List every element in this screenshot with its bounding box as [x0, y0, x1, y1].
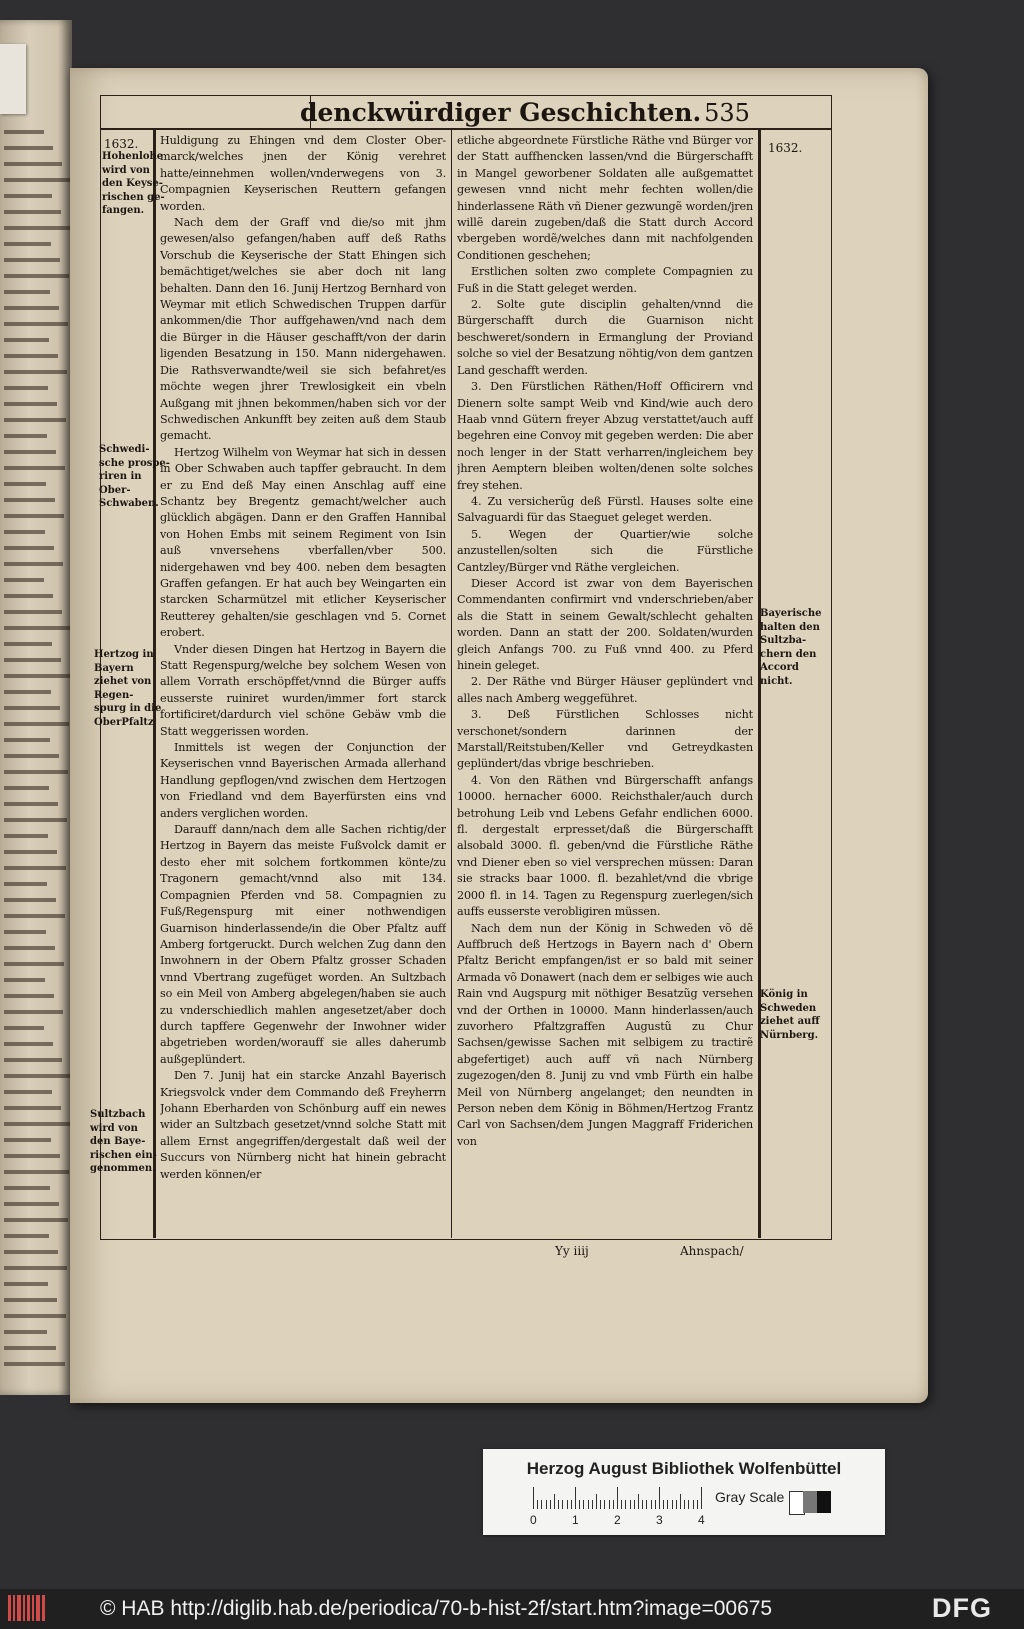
- gray-scale-label: Gray Scale: [715, 1489, 785, 1505]
- ruler-tick: [546, 1500, 547, 1509]
- previous-page-text-line: [4, 834, 48, 838]
- ruler-tick: [701, 1487, 702, 1509]
- previous-page-text-line: [4, 130, 44, 134]
- previous-page-text-line: [4, 866, 66, 870]
- previous-page-text-line: [4, 1026, 44, 1030]
- previous-page-text-line: [4, 1074, 71, 1078]
- previous-page-text-line: [4, 690, 51, 694]
- previous-page-text-line: [4, 674, 70, 678]
- previous-page-text-line: [4, 338, 49, 342]
- previous-page-text-line: [4, 290, 50, 294]
- year-right: 1632.: [768, 141, 803, 155]
- previous-page-text-line: [4, 562, 63, 566]
- previous-page-text-line: [4, 194, 52, 198]
- paragraph: 2. Der Räthe vnd Bürger Häuser geplündert vnd alles nach Amberg weggeführet.: [457, 675, 753, 705]
- text-column-left: [160, 133, 446, 1231]
- previous-page-text-line: [4, 706, 60, 710]
- previous-page-text-line: [4, 146, 53, 150]
- paragraph: 3. Den Fürstlichen Räthen/Hoff Officirern vnd Dienern solte sampt Weib vnd Kind/wie auch dero Haab vnnd Gütern freyer Abzug verstattet/auch auff begehren eine Convoy mit gegeben werden: Die aber noch lenger in der Statt verharren/ingleichem bey jhren Aemptern bleiben wolten/denen solte solches frey stehen.: [457, 380, 753, 492]
- previous-page-text-line: [4, 434, 47, 438]
- previous-page-text-line: [4, 1314, 66, 1318]
- previous-page-text-line: [4, 898, 56, 902]
- previous-page-text-line: [4, 1106, 61, 1110]
- paragraph: 4. Von den Räthen vnd Bürgerschafft anfangs 10000. hernacher 6000. Reichsthaler/auch durch betrohung Leib vnd Lebens Gefahr endlichen 6000. fl. dergestalt erpresset/daß die Bürgerschafft alsobald 3000. fl. geben/vnd die Fürstliche Räthe vnd Diener eben so viel versprechen müssen: Daran sie stracks baar 1000. fl. bezahlet/vnd die vbrige 2000 fl. in 14. Tagen zu Regenspurg zuerlegen/sich auffs eusserste verobligiren müssen.: [457, 773, 753, 919]
- ruler-tick: [592, 1500, 593, 1509]
- ruler-tick: [567, 1500, 568, 1509]
- previous-page-text-line: [4, 546, 54, 550]
- previous-page-text-line: [4, 226, 70, 230]
- paragraph: 5. Wegen der Quartier/wie solche anzustellen/solten sich die Fürstliche Cantzley/Bürger vnd Räthe vergleichen.: [457, 527, 753, 574]
- previous-page-text-line: [4, 722, 69, 726]
- previous-page-text-line: [4, 1250, 58, 1254]
- ruler-tick: [571, 1500, 572, 1509]
- previous-page-text-line: [4, 1138, 51, 1142]
- ruler-tick: [550, 1500, 551, 1509]
- measurement-ruler: [533, 1487, 703, 1509]
- ruler-tick: [575, 1487, 576, 1509]
- previous-page-text-line: [4, 1266, 67, 1270]
- previous-page-text-line: [4, 1122, 70, 1126]
- previous-page-text-line: [4, 978, 45, 982]
- previous-page-text-line: [4, 258, 60, 262]
- previous-page-text-line: [4, 1346, 56, 1350]
- previous-page-text-line: [4, 178, 71, 182]
- previous-page-text-line: [4, 1234, 49, 1238]
- previous-page-text-line: [4, 610, 62, 614]
- previous-page-text-line: [4, 514, 64, 518]
- paragraph: Huldigung zu Ehingen vnd dem Closter Ober-marck/welches jnen der König verehret hatte/einnehmen wollen/vnderwegens von 3. Compagnien Keyserischen Reuttern gefangen worden.: [160, 134, 446, 213]
- previous-page-text-line: [4, 466, 65, 470]
- paragraph: Nach dem nun der König in Schweden võ dẽ Auffbruch deß Hertzogs in Bayern nach d' Obern Pfaltz Bericht empfangen/ist er so bald mit seiner Armada võ Donawert (nach dem er selbiges wie auch Rain vnd Augspurg mit nöthiger Besatzũg versehen vnd der Orthen in 10000. Mann hinderlassen/auch zuvorhero Pfaltzgraffen Augustũ zu Chur Sachsen/gewisse Sachen mit selbigem zu tractirẽ abgefertiget) auch auff vñ nach Nürnberg zugezogen/den 8. Junij zu vnd vmb Fürth ein halbe Meil von Nürnberg angelanget; den neundten in Person neben dem König in Böhmen/Hertzog Frantz Carl von Sachsen/dem Jungen Maggraff Friderichen von: [457, 921, 753, 1148]
- ruler-tick: [596, 1494, 597, 1509]
- library-color-card: [483, 1449, 885, 1535]
- paragraph: etliche abgeordnete Fürstliche Räthe vnd Bürger vor der Statt auffhencken lassen/vnd die Bürgerschafft in Mangel geworbener Soldaten alle außgemattet gewesen vnnd nicht mehr fechten wollen/die hinderlassene Räth vñ Diener gezwungẽ worden/jren willẽ darein zugeben/daß die Statt durch Accord vbergeben wordẽ/welches dann mit nachfolgenden Conditionen geschehen;: [457, 134, 753, 262]
- ruler-label: 1: [572, 1513, 579, 1527]
- previous-page-text-line: [4, 274, 69, 278]
- margin-note-bayerische-accord: Bayerische halten den Sultzba- chern den Accord nicht.: [760, 608, 822, 687]
- previous-page-text-line: [4, 1170, 69, 1174]
- paragraph: 2. Solte gute disciplin gehalten/vnnd die Bürgerschafft durch die Guarnison nicht beschweret/sondern in Ermanglung der Proviand solche so viel der Besatzung nöhtig/von dem gantzen Land geschafft werden.: [457, 298, 753, 377]
- previous-page-text-line: [4, 738, 50, 742]
- barcode-icon: [8, 1595, 46, 1621]
- previous-page-text-line: [4, 418, 66, 422]
- paragraph: Den 7. Junij hat ein starcke Anzahl Bayerisch Kriegsvolck vnder dem Commando deß Freyherrn Johann Eberharden von Schönburg auff ein newes wider an Sultzbach gesetzet/vnnd solche Statt mit allem Ernst angegriffen/dergestalt daß weil der Succurs von Nürnberg nicht hat hinein gebracht werden können/er: [160, 1069, 446, 1181]
- ruler-tick: [646, 1500, 647, 1509]
- previous-page-text-line: [4, 962, 64, 966]
- paragraph: Vnder diesen Dingen hat Hertzog in Bayern die Statt Regenspurg/welche bey solchem Wesen von allem Vorrath erschöpffet/vnnd die Bürger auffs eusserste ruiniret wurden/immer fort starck fortificiret/dardurch viel schöne Gebäw vmb die Statt weggerissen worden.: [160, 642, 446, 738]
- ruler-tick: [693, 1500, 694, 1509]
- gray-swatch-mid: [803, 1491, 817, 1513]
- ruler-tick: [617, 1487, 618, 1509]
- previous-page-text-line: [4, 1362, 65, 1366]
- paragraph: Darauff dann/nach dem alle Sachen richtig/der Hertzog in Bayern das meiste Fußvolck damit er desto eher mit solchem fortkommen könte/zu Tragonern gemacht/vnnd also mit 134. Compagnien Pferden vnd 58. Compagnien zu Fuß/Regenspurg mit einer nothwendigen Guarnison hinderlassende/in die Ober Pfaltz auff Amberg fortgeruckt. Durch welchen Zug dann den Inwohnern in der Obern Pfaltz grosser Schaden vnnd Vbertrang zugefüget worden. An Sultzbach so ein Meil von Amberg abgelegen/haben sie auch zu vnderschiedlich mahlen angesetzet/aber doch durch tapffere Gegenwehr der Inwohner wider abgetrieben worden/worauff sie alles daherumb außgeplündert.: [160, 823, 446, 1066]
- ruler-tick: [583, 1500, 584, 1509]
- ruler-tick: [541, 1500, 542, 1509]
- previous-page-text-line: [4, 594, 53, 598]
- page-number: 535: [704, 99, 750, 127]
- previous-page-text-line: [4, 1090, 52, 1094]
- previous-page-text-line: [4, 1218, 68, 1222]
- paragraph: 4. Zu versicherũg deß Fürstl. Hauses solte eine Salvaguardi für das Staeguet geleget werden.: [457, 494, 753, 525]
- previous-page-text-line: [4, 1202, 59, 1206]
- previous-page-text-line: [4, 386, 48, 390]
- running-head: denckwürdiger Geschichten.: [300, 98, 702, 127]
- ruler-tick: [630, 1500, 631, 1509]
- ruler-tick: [659, 1487, 660, 1509]
- previous-page-text-line: [4, 786, 49, 790]
- previous-page-text-line: [4, 1282, 48, 1286]
- ruler-label: 0: [530, 1513, 537, 1527]
- ruler-tick: [676, 1500, 677, 1509]
- ruler-tick: [634, 1500, 635, 1509]
- margin-note-koenig-schweden: König in Schweden ziehet auff Nürnberg.: [760, 989, 820, 1041]
- previous-page-text-line: [4, 914, 65, 918]
- previous-page-text-line: [4, 482, 46, 486]
- previous-page-text-line: [4, 1186, 50, 1190]
- ruler-tick: [533, 1487, 534, 1509]
- previous-page-text-line: [4, 1042, 53, 1046]
- previous-page-text-line: [4, 946, 55, 950]
- paragraph: Dieser Accord ist zwar von dem Bayerischen Commendanten confirmirt vnd vnderschrieben/aber als die Statt in seinem Gewalt/schlecht gehalten worden. Dann an statt der 200. Soldaten/wurden gleich Anfangs 700. zu Fuß vnnd 400. zu Pferd hinein geleget.: [457, 576, 753, 672]
- paragraph: Hertzog Wilhelm von Weymar hat sich in dessen in Ober Schwaben auch tapffer gebraucht. In dem er zu End deß May einen Anschlag auff eine Schantz bey Bregentz gemacht/welcher auch glücklich abgägen. Dann er den Graffen Hannibal von Hohen Embs mit seinem Regiment von Isin auß vnversehens vberfallen/vber 500. nidergehawen vnd bey 400. neben dem besagten Graffen gefangen. Er hat auch bey Weingarten ein starcken Scharmützel mit etlicher Keyserischer Reutterey gehalten/sie geschlagen vnd 5. Cornet erobert.: [160, 445, 446, 640]
- gray-swatch-black: [817, 1491, 831, 1513]
- margin-note-hertzog-bayern: Hertzog in Bayern ziehet von Regen- spurg in die OberPfaltz: [94, 649, 162, 728]
- previous-page-text-line: [4, 994, 54, 998]
- previous-page-text-line: [4, 242, 51, 246]
- previous-page-text-line: [4, 1298, 57, 1302]
- previous-page-text-line: [4, 658, 61, 662]
- previous-page-text-line: [4, 322, 68, 326]
- catchword: Ahnspach/: [680, 1244, 744, 1258]
- previous-page-text-line: [4, 354, 58, 358]
- copyright-url: © HAB http://diglib.hab.de/periodica/70-b-hist-2f/start.htm?image=00675: [100, 1597, 773, 1620]
- previous-page-text-line: [4, 1058, 62, 1062]
- previous-page-text-line: [4, 754, 59, 758]
- ruler-tick: [600, 1500, 601, 1509]
- previous-page-text-line: [4, 1154, 60, 1158]
- ruler-tick: [554, 1494, 555, 1509]
- previous-page-text-line: [4, 498, 55, 502]
- previous-page-text-line: [4, 530, 45, 534]
- ruler-tick: [537, 1500, 538, 1509]
- previous-page-text-line: [4, 1330, 47, 1334]
- ruler-tick: [579, 1500, 580, 1509]
- previous-page-text-line: [4, 450, 56, 454]
- ruler-tick: [562, 1500, 563, 1509]
- previous-page-text-line: [4, 306, 59, 310]
- ruler-tick: [642, 1500, 643, 1509]
- ruler-label: 3: [656, 1513, 663, 1527]
- previous-page-text-line: [4, 642, 52, 646]
- margin-note-sultzbach: Sultzbach wird von den Baye- rischen ein- genommen.: [90, 1109, 157, 1174]
- ruler-tick: [558, 1500, 559, 1509]
- margin-note-schwedische: Schwedi- sche prospe- riren in Ober- Schwaben.: [99, 444, 170, 509]
- paper-tab: [0, 44, 26, 114]
- ruler-tick: [651, 1500, 652, 1509]
- ruler-tick: [680, 1494, 681, 1509]
- previous-page-text-line: [4, 850, 57, 854]
- ruler-tick: [655, 1500, 656, 1509]
- card-title: Herzog August Bibliothek Wolfenbüttel: [526, 1459, 842, 1478]
- ruler-tick: [684, 1500, 685, 1509]
- previous-page-text-line: [4, 930, 46, 934]
- paragraph: Nach dem der Graff vnd die/so mit jhm gewesen/also gefangen/haben auff deß Raths Vorschub die Keyserische der Statt Ehingen sich bemächtiget/welches sie aber doch nit lang behalten. Dann den 16. Junij Hertzog Bernhard von Weymar mit etlich Schwedischen Truppen darfür ankommen/die Thor auffgehawen/vnd nach dem die Bürger in die Häuser geschafft/von der darin ligenden Besatzung in 150. Mann nidergehawen. Die Rathsverwandte/weil sie sich befahret/es möchte wegen jhrer Trewlosigkeit ein vbeln Außgang mit jhnen bekommen/haben sich vor der Schwedischen Ankunfft bey zeiten auß dem Staub gemacht.: [160, 216, 446, 443]
- signature-mark: Yy iiij: [555, 1244, 589, 1258]
- ruler-tick: [613, 1500, 614, 1509]
- previous-page-text-line: [4, 402, 57, 406]
- previous-page-text-line: [4, 1010, 63, 1014]
- ruler-label: 4: [698, 1513, 705, 1527]
- column-divider: [451, 128, 452, 1238]
- ruler-tick: [604, 1500, 605, 1509]
- previous-page-text-line: [4, 578, 44, 582]
- text-column-right: [457, 133, 753, 1231]
- ruler-tick: [638, 1494, 639, 1509]
- previous-page-text-line: [4, 882, 47, 886]
- ruler-tick: [625, 1500, 626, 1509]
- ruler-tick: [609, 1500, 610, 1509]
- dfg-logo: DFG: [932, 1593, 992, 1623]
- previous-page-text-line: [4, 770, 68, 774]
- previous-page-text-line: [4, 210, 61, 214]
- paragraph: Erstlichen solten zwo complete Compagnien zu Fuß in die Statt geleget werden.: [457, 265, 753, 295]
- previous-page-text-line: [4, 162, 62, 166]
- ruler-tick: [663, 1500, 664, 1509]
- previous-page-text-line: [4, 370, 67, 374]
- margin-note-hohenlohe: Hohenlohe wird von den Keyse- rischen ge- fangen.: [102, 151, 165, 216]
- paragraph: 3. Deß Fürstlichen Schlosses nicht verschonet/sondern darinnen der Marstall/Reitstuben/Keller vnd Getreydkasten geplündert/das vbrige beschrieben.: [457, 708, 753, 771]
- ruler-tick: [588, 1500, 589, 1509]
- paragraph: Inmittels ist wegen der Conjunction der Keyserischen vnnd Bayerischen Armada allerhand Handlung gepflogen/vnd zwischen dem Hertzogen von Friedland vnd dem Bayerfürsten eins vnd anders verglichen worden.: [160, 741, 446, 820]
- year-left: 1632.: [104, 137, 139, 151]
- ruler-tick: [621, 1500, 622, 1509]
- ruler-tick: [697, 1500, 698, 1509]
- previous-page-text-line: [4, 802, 58, 806]
- ruler-tick: [672, 1500, 673, 1509]
- previous-page-edge: [0, 20, 72, 1395]
- ruler-tick: [688, 1500, 689, 1509]
- previous-page-text-line: [4, 818, 67, 822]
- ruler-label: 2: [614, 1513, 621, 1527]
- footer-bar: [0, 1589, 1024, 1629]
- ruler-tick: [667, 1500, 668, 1509]
- previous-page-text-line: [4, 626, 71, 630]
